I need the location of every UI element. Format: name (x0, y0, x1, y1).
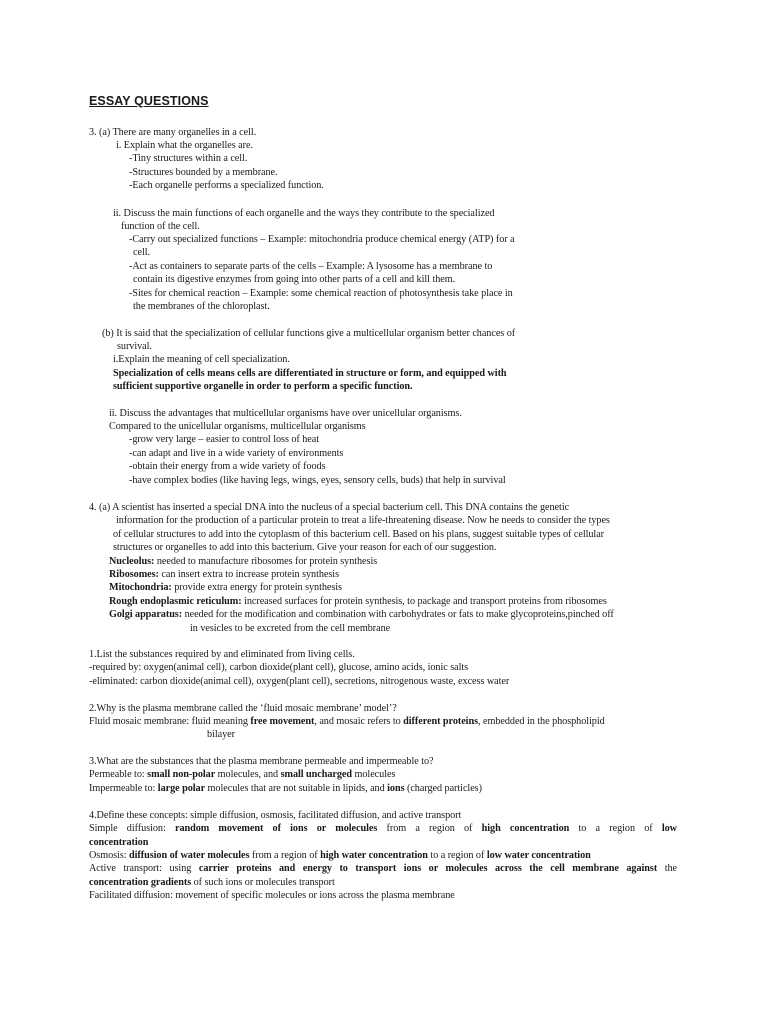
q3a-ii-answer: contain its digestive enzymes from going into other parts of a cell and kill them. (133, 274, 456, 285)
q3a-ii-answer: -Carry out specialized functions – Example: mitochondria produce chemical energy (ATP) for a (129, 234, 515, 245)
q4-question: 4. (a) A scientist has inserted a special DNA into the nucleus of a special bacterium cell. This DNA contains the genetic (89, 502, 570, 513)
q3b-ii-answer: -obtain their energy from a wide variety of foods (129, 461, 326, 472)
q3a-ii-answer: cell. (133, 247, 151, 258)
q3a-ii-answer: -Sites for chemical reaction – Example: some chemical reaction of photosynthesis take place in (129, 288, 513, 299)
s2-answer: bilayer (207, 729, 235, 740)
s1-answer: -required by: oxygen(animal cell), carbon dioxide(plant cell), glucose, amino acids, ionic salts (89, 662, 469, 673)
s4-answer-simple-diffusion: concentration (89, 837, 149, 848)
q4-answer-rer: Rough endoplasmic reticulum: increased surfaces for protein synthesis, to package and transport proteins from ribosomes (109, 596, 607, 607)
q3b-ii-answer: -grow very large – easier to control loss of heat (129, 434, 320, 445)
s4-answer-active-transport: Active transport: using carrier proteins and energy to transport ions or molecules across the cell membrane against the (89, 863, 678, 874)
q4-question: information for the production of a particular protein to treat a life-threatening disease. Now he needs to consider the types (116, 515, 610, 526)
q4-answer-golgi: in vesicles to be excreted from the cell membrane (190, 623, 391, 634)
s4-answer-facilitated-diffusion: Facilitated diffusion: movement of specific molecules or ions across the plasma membrane (89, 890, 455, 901)
q3b-i-question: i.Explain the meaning of cell specialization. (113, 354, 290, 365)
q3a-i-answer: -Each organelle performs a specialized function. (129, 180, 324, 191)
q3b-ii-question: ii. Discuss the advantages that multicellular organisms have over unicellular organisms. (109, 408, 462, 419)
s1-answer: -eliminated: carbon dioxide(animal cell), oxygen(plant cell), secretions, nitrogenous waste, excess water (89, 676, 510, 687)
q3b-question: survival. (117, 341, 152, 352)
s2-question: 2.Why is the plasma membrane called the ‘fluid mosaic membrane’ model’? (89, 703, 397, 714)
q4-answer-ribosomes: Ribosomes: can insert extra to increase protein synthesis (109, 569, 339, 580)
q3a-i-answer: -Tiny structures within a cell. (129, 153, 248, 164)
q4-question: structures or organelles to add into this bacterium. Give your reason for each of our suggestion. (113, 542, 497, 553)
q3a-ii-answer: the membranes of the chloroplast. (133, 301, 270, 312)
q3a-ii-question: ii. Discuss the main functions of each organelle and the ways they contribute to the specialized (113, 208, 495, 219)
q3b-i-answer: Specialization of cells means cells are differentiated in structure or form, and equipped with (113, 368, 507, 379)
q3b-ii-answer: Compared to the unicellular organisms, multicellular organisms (109, 421, 366, 432)
q3b-ii-answer: -have complex bodies (like having legs, wings, eyes, sensory cells, buds) that help in survival (129, 475, 506, 486)
q3b-i-answer: sufficient supportive organelle in order to perform a specific function. (113, 381, 413, 392)
q4-question: of cellular structures to add into the cytoplasm of this bacterium cell. Based on his plans, suggest suitable types of cellular (113, 529, 605, 540)
q3a-ii-answer: -Act as containers to separate parts of the cells – Example: A lysosome has a membrane to (129, 261, 493, 272)
s4-answer-osmosis: Osmosis: diffusion of water molecules from a region of high water concentration to a region of low water concentration (89, 850, 591, 861)
s3-answer-permeable: Permeable to: small non-polar molecules, and small uncharged molecules (89, 769, 396, 780)
q3b-question: (b) It is said that the specialization of cellular functions give a multicellular organism better chances of (102, 328, 516, 339)
s4-answer-active-transport: concentration gradients of such ions or molecules transport (89, 877, 335, 888)
q3a-i-answer: -Structures bounded by a membrane. (129, 167, 278, 178)
s2-answer: Fluid mosaic membrane: fluid meaning free movement, and mosaic refers to different proteins, embedded in the phospholipid (89, 716, 605, 727)
s4-answer-simple-diffusion: Simple diffusion: random movement of ions or molecules from a region of high concentration to a region of low (89, 823, 677, 834)
q4-answer-golgi: Golgi apparatus: needed for the modification and combination with carbohydrates or fats to make glycoproteins,pinched off (109, 609, 614, 620)
page-title: ESSAY QUESTIONS (89, 94, 209, 108)
s3-question: 3.What are the substances that the plasma membrane permeable and impermeable to? (89, 756, 434, 767)
s1-question: 1.List the substances required by and eliminated from living cells. (89, 649, 355, 660)
q3b-ii-answer: -can adapt and live in a wide variety of environments (129, 448, 344, 459)
q3a-intro: 3. (a) There are many organelles in a cell. (89, 127, 257, 138)
q3a-i-question: i. Explain what the organelles are. (116, 140, 253, 151)
s3-answer-impermeable: Impermeable to: large polar molecules that are not suitable in lipids, and ions (charged particles) (89, 783, 482, 794)
q4-answer-mitochondria: Mitochondria: provide extra energy for protein synthesis (109, 582, 342, 593)
q3a-ii-question: function of the cell. (121, 221, 200, 232)
s4-question: 4.Define these concepts: simple diffusion, osmosis, facilitated diffusion, and active transport (89, 810, 462, 821)
q4-answer-nucleolus: Nucleolus: needed to manufacture ribosomes for protein synthesis (109, 556, 378, 567)
